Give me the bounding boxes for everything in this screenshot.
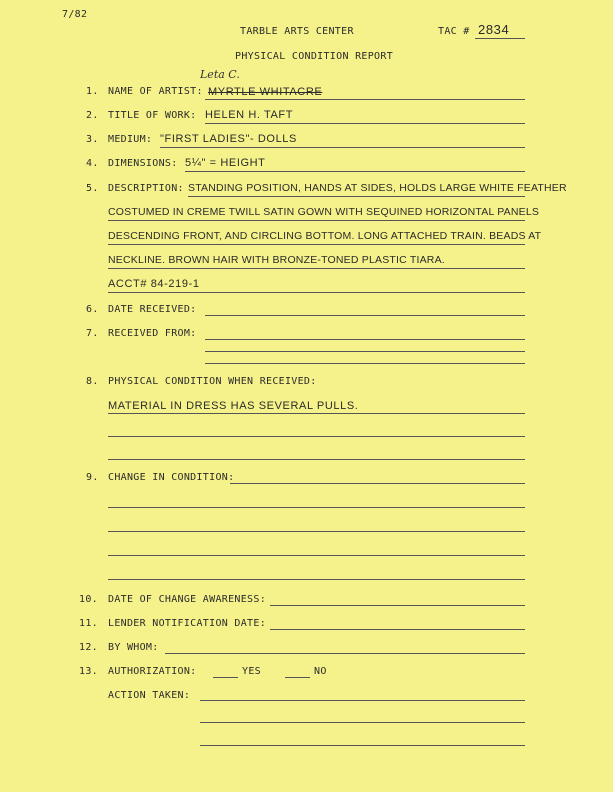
medium-value: "FIRST LADIES"- DOLLS bbox=[160, 133, 297, 145]
report-title: PHYSICAL CONDITION REPORT bbox=[235, 51, 394, 62]
field-13-label: AUTHORIZATION: bbox=[108, 666, 197, 677]
description-line-4: NECKLINE. BROWN HAIR WITH BRONZE-TONED PLASTIC TIARA. bbox=[108, 254, 445, 266]
authorization-yes: YES bbox=[242, 666, 261, 677]
field-6-label: DATE RECEIVED: bbox=[108, 304, 197, 315]
report-date: 7/82 bbox=[62, 9, 88, 20]
artist-annotation: Leta C. bbox=[200, 68, 240, 81]
account-number: ACCT# 84-219-1 bbox=[108, 278, 200, 290]
field-4-label: DIMENSIONS: bbox=[108, 158, 178, 169]
field-8-number: 8. bbox=[86, 376, 99, 387]
field-9-label: CHANGE IN CONDITION: bbox=[108, 472, 235, 483]
condition-received-value: MATERIAL IN DRESS HAS SEVERAL PULLS. bbox=[108, 400, 359, 412]
field-9-number: 9. bbox=[86, 472, 99, 483]
field-7-label: RECEIVED FROM: bbox=[108, 328, 197, 339]
tac-number: 2834 bbox=[478, 22, 510, 37]
field-1-number: 1. bbox=[86, 86, 99, 97]
artist-name: MYRTLE WHITACRE bbox=[208, 86, 323, 98]
field-1-label: NAME OF ARTIST: bbox=[108, 86, 203, 97]
field-12-number: 12. bbox=[79, 642, 98, 653]
description-line-3: DESCENDING FRONT, AND CIRCLING BOTTOM. LONG ATTACHED TRAIN. BEADS AT bbox=[108, 230, 542, 242]
field-6-number: 6. bbox=[86, 304, 99, 315]
work-title: HELEN H. TAFT bbox=[205, 109, 294, 121]
field-2-number: 2. bbox=[86, 110, 99, 121]
description-line-1: STANDING POSITION, HANDS AT SIDES, HOLDS LARGE WHITE FEATHER bbox=[188, 182, 567, 194]
field-12-label: BY WHOM: bbox=[108, 642, 159, 653]
field-5-label: DESCRIPTION: bbox=[108, 183, 184, 194]
field-3-label: MEDIUM: bbox=[108, 134, 153, 145]
field-8-label: PHYSICAL CONDITION WHEN RECEIVED: bbox=[108, 376, 317, 387]
field-3-number: 3. bbox=[86, 134, 99, 145]
org-name: TARBLE ARTS CENTER bbox=[240, 26, 354, 37]
field-10-number: 10. bbox=[79, 594, 98, 605]
field-11-number: 11. bbox=[79, 618, 98, 629]
field-11-label: LENDER NOTIFICATION DATE: bbox=[108, 618, 267, 629]
description-line-2: COSTUMED IN CREME TWILL SATIN GOWN WITH SEQUINED HORIZONTAL PANELS bbox=[108, 206, 540, 218]
authorization-no: NO bbox=[314, 666, 327, 677]
field-7-number: 7. bbox=[86, 328, 99, 339]
field-2-label: TITLE OF WORK: bbox=[108, 110, 197, 121]
field-13-number: 13. bbox=[79, 666, 98, 677]
dimensions-value: 5¼" = HEIGHT bbox=[185, 157, 266, 169]
tac-label: TAC # bbox=[438, 26, 470, 37]
action-taken-label: ACTION TAKEN: bbox=[108, 690, 191, 701]
field-5-number: 5. bbox=[86, 183, 99, 194]
field-10-label: DATE OF CHANGE AWARENESS: bbox=[108, 594, 267, 605]
field-4-number: 4. bbox=[86, 158, 99, 169]
